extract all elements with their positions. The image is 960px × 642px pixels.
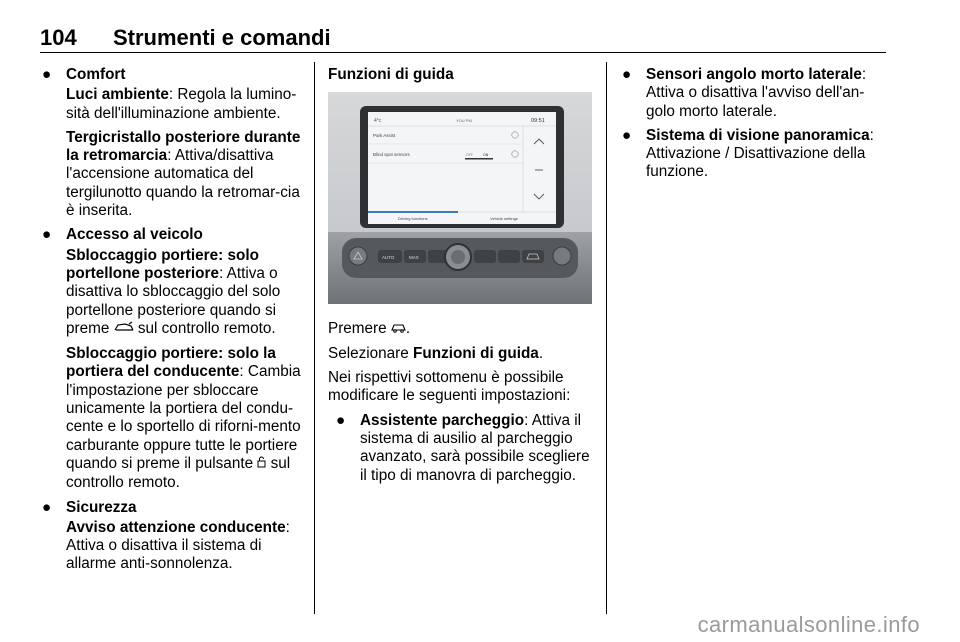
safety-section [40,499,302,574]
bullet-icon: ● [42,66,52,83]
comfort-section [40,66,302,220]
page-number: 104 [40,25,77,50]
car-icon[interactable] [522,250,544,263]
setting-item [66,86,302,123]
setting-term: Sistema di visione panoramica [646,126,870,144]
select-instruction [328,345,592,363]
auto-button-label: AUTO [382,255,395,261]
screen-row-blind-spot[interactable]: Blind spot sensors [373,152,410,158]
select-term: Funzioni di guida [413,344,539,362]
section-heading: Accesso al veicolo [66,226,203,244]
setting-description: : Attivazione / Disattivazione della funzione. [646,126,874,181]
press-instruction [328,320,592,339]
blind-spot-item [620,66,890,121]
toggle-switch[interactable] [465,158,493,160]
select-text: Selezionare [328,344,414,362]
setting-description: : Attiva o disattiva lo sbloccaggio del solo portellone posteriore quando si preme [66,264,281,337]
tailgate-key-icon [114,322,134,337]
setting-item [66,345,302,492]
power-knob[interactable] [553,247,571,265]
bullet-icon: ● [622,126,632,144]
unlock-padlock-icon [257,457,266,472]
page-header [40,26,886,54]
toggle-on-label: ON [483,153,489,158]
section-heading: Sicurezza [66,498,137,516]
setting-description-end: sul controllo remoto. [133,319,276,337]
setting-description: : Attiva o disattiva il sistema di allarme anti-sonnolenza. [66,518,290,573]
setting-description-end: sul controllo remoto. [66,454,291,492]
panoramic-view-item [620,127,890,182]
active-tab-indicator [368,211,458,213]
setting-term: Tergicristallo posteriore durante la retromarcia [66,128,301,165]
column-1 [40,66,302,580]
setting-description: : Attiva/disattiva l'accensione automatica del tergilunotto quando la retromar-cia è inserita. [66,147,300,220]
select-text-end: . [538,344,544,362]
screen-center-label: YOU PM [456,118,472,124]
rear-defrost-button[interactable] [474,250,496,263]
bullet-icon: ● [622,66,632,83]
setting-term: Sbloccaggio portiere: solo portellone posteriore [66,246,259,282]
setting-term: Assistente parcheggio [360,411,525,429]
infotainment-photo [328,92,592,304]
display-screen [368,112,556,224]
setting-description: : Attiva il sistema di ausilio al parcheggio avanzato, sarà possibile scegliere il tipo di manovra di parcheggio. [360,411,590,484]
setting-term: Sensori angolo morto laterale [646,66,862,83]
vehicle-access-section [40,226,302,492]
screen-row-park-assist[interactable]: Park Assist [373,133,396,139]
setting-item [66,247,302,339]
page-title: Strumenti e comandi [113,25,331,50]
vehicle-button-icon [391,322,406,337]
recirculation-button[interactable] [498,250,520,263]
parking-assist-item [334,412,592,485]
column-2 [328,66,592,485]
toggle-off-label: OFF [466,153,473,158]
setting-term: Avviso attenzione conducente [66,518,286,536]
setting-item [66,519,302,574]
bullet-icon: ● [42,226,52,244]
max-button-label: MAX [409,255,419,261]
watermark: carmanualsonline.info [697,612,920,637]
setting-term: Sbloccaggio portiere: solo la portiera del conducente [66,345,276,381]
press-text: Premere [328,319,391,337]
column-divider-1 [314,62,315,614]
hazard-icon[interactable] [349,247,367,265]
tab-vehicle-settings[interactable]: Vehicle settings [490,216,518,222]
bullet-icon: ● [336,411,346,429]
tab-driving-functions[interactable]: Driving functions [398,216,428,222]
setting-item [66,129,302,220]
submenu-intro: Nei rispettivi sottomenu è possibile modificare le seguenti impostazioni: [328,369,571,405]
column-3 [620,66,890,182]
setting-description: : Cambia l'impostazione per sbloccare unicamente la portiera del condu-cente e lo sportello di riforni-mento carburante oppure tutte le portiere quando si preme il pulsante [66,363,301,472]
screen-temperature: 4°c [374,118,382,125]
setting-description: : Attiva o disattiva l'avviso dell'an-golo morto laterale. [646,66,867,120]
setting-term: Luci ambiente [66,86,169,104]
press-text-end: . [405,319,411,337]
bullet-icon: ● [42,498,52,516]
setting-description: : Regola la lumino-sità dell'illuminazione ambiente. [66,86,297,122]
section-heading: Comfort [66,66,126,83]
column-divider-2 [606,62,607,614]
section-heading: Funzioni di guida [328,66,454,83]
screen-clock: 09:51 [531,118,545,125]
header-rule [40,52,886,53]
